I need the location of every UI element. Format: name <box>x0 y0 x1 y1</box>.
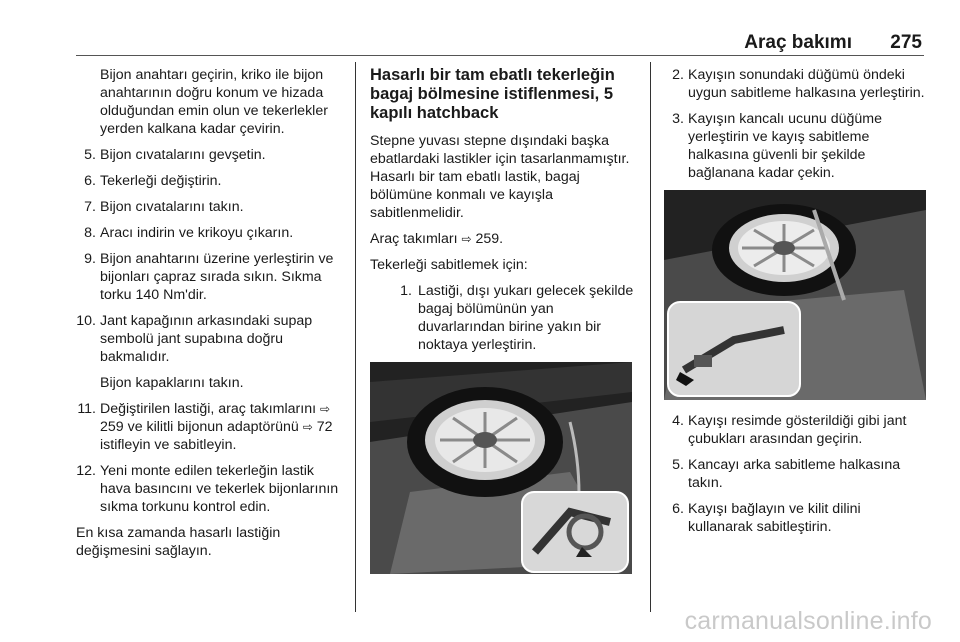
reference-arrow-icon: ⇨ <box>319 402 331 416</box>
trunk-wheel-illustration <box>370 362 632 574</box>
closing-paragraph: En kısa zamanda hasarlı lastiğin değişmesini sağlayın. <box>76 525 281 559</box>
step-number: 5. <box>672 457 684 473</box>
page-title: Araç bakımı <box>744 32 852 53</box>
column-1 <box>76 66 346 568</box>
step-text: Yeni monte edilen tekerleğin lastik hava basıncını ve tekerlek bijonlarının sıkma torkunu kontrol edin. <box>100 463 339 515</box>
step-text: Tekerleği değiştirin. <box>100 173 222 189</box>
step-text: Kayışın kancalı ucunu düğüme yerleştirin ve kayış sabitleme halkasına güvenli bir şekilde bağlanana kadar çekin. <box>688 111 883 181</box>
list-item <box>76 198 346 216</box>
reference-arrow-icon: ⇨ <box>461 232 472 246</box>
step-text: Jant kapağının arkasındaki supap sembolü jant supabına doğru bakmalıdır. <box>100 313 313 365</box>
list-item <box>76 312 346 392</box>
step-text: Kancayı arka sabitleme halkasına takın. <box>688 457 901 491</box>
page-number: 275 <box>890 32 922 53</box>
list-item <box>664 66 926 102</box>
column-divider <box>355 62 356 612</box>
steps-list <box>664 66 926 182</box>
step-number: 3. <box>672 111 684 127</box>
list-item <box>76 462 346 516</box>
step-number: 6. <box>672 501 684 517</box>
header-rule <box>76 55 924 56</box>
step-number: 4. <box>672 413 684 429</box>
list-item <box>76 224 346 242</box>
step-text: Bijon cıvatalarını gevşetin. <box>100 147 266 163</box>
list-item <box>664 110 926 182</box>
step-number: 7. <box>84 199 96 215</box>
paragraph: Tekerleği sabitlemek için: <box>370 257 528 273</box>
step-text: Bijon cıvatalarını takın. <box>100 199 244 215</box>
page-header <box>0 0 960 60</box>
list-item <box>76 146 346 164</box>
column-divider <box>650 62 651 612</box>
list-item <box>76 172 346 190</box>
step-number: 2. <box>672 67 684 83</box>
column-2 <box>370 66 638 586</box>
steps-list <box>370 282 638 354</box>
step-text: Bijon anahtarını üzerine yerleştirin ve bijonları çapraz sırada sıkın. Sıkma torku 140 Nm'dir. <box>100 251 334 303</box>
list-item <box>664 500 926 536</box>
list-item <box>392 282 638 354</box>
step-text: Değiştirilen lastiği, araç takımlarını <box>100 401 320 417</box>
section-heading: Hasarlı bir tam ebatlı tekerleğin bagaj bölmesine istiflenmesi, 5 kapılı hatchback <box>370 66 615 122</box>
strap-anchor-illustration <box>664 190 926 400</box>
steps-list <box>76 146 346 516</box>
step-text: 72 istifleyin ve sabitleyin. <box>100 419 333 453</box>
step-number: 11. <box>77 401 96 417</box>
list-item <box>664 456 926 492</box>
step-number: 12. <box>76 463 96 479</box>
trunk-wheel-image <box>370 362 632 574</box>
watermark: carmanualsonline.info <box>684 607 932 635</box>
step-number: 8. <box>84 225 96 241</box>
ref-text: Araç takımları <box>370 231 462 247</box>
steps-list <box>664 412 926 536</box>
step-number: 6. <box>84 173 96 189</box>
step-4-continuation: Bijon anahtarı geçirin, kriko ile bijon anahtarının doğru konum ve hizada olduğundan emin olun ve tekerlekler yerden kalkana kadar çevirin. <box>100 67 328 137</box>
step-number: 9. <box>84 251 96 267</box>
step-text: 259 ve kilitli bijonun adaptörünü <box>100 419 303 435</box>
tools-reference <box>370 230 638 248</box>
step-number: 1. <box>400 283 412 299</box>
paragraph: Stepne yuvası stepne dışındaki başka ebatlardaki lastikler için tasarlanmamıştır. Hasarlı bir tam ebatlı lastik, bagaj bölümüne konmalı ve kayışla sabitlenmelidir. <box>370 133 630 221</box>
step-text: Lastiği, dışı yukarı gelecek şekilde bagaj bölümünün yan duvarlarından birine yakın bir noktaya yerleştirin. <box>418 283 634 353</box>
step-text: Kayışı resimde gösterildiği gibi jant çubukları arasından geçirin. <box>688 413 907 447</box>
list-item <box>664 412 926 448</box>
step-note: Bijon kapaklarını takın. <box>100 375 244 391</box>
step-text: Kayışı bağlayın ve kilit dilini kullanarak sabitleştirin. <box>688 501 861 535</box>
step-number: 5. <box>84 147 96 163</box>
list-item <box>76 250 346 304</box>
step-text: Aracı indirin ve krikoyu çıkarın. <box>100 225 294 241</box>
step-number: 10. <box>76 313 96 329</box>
reference-arrow-icon: ⇨ <box>302 420 313 434</box>
strap-anchor-image <box>664 190 926 400</box>
column-3 <box>664 66 926 544</box>
list-item <box>76 400 346 454</box>
step-text: Kayışın sonundaki düğümü öndeki uygun sabitleme halkasına yerleştirin. <box>688 67 925 101</box>
ref-page: 259. <box>475 231 504 247</box>
